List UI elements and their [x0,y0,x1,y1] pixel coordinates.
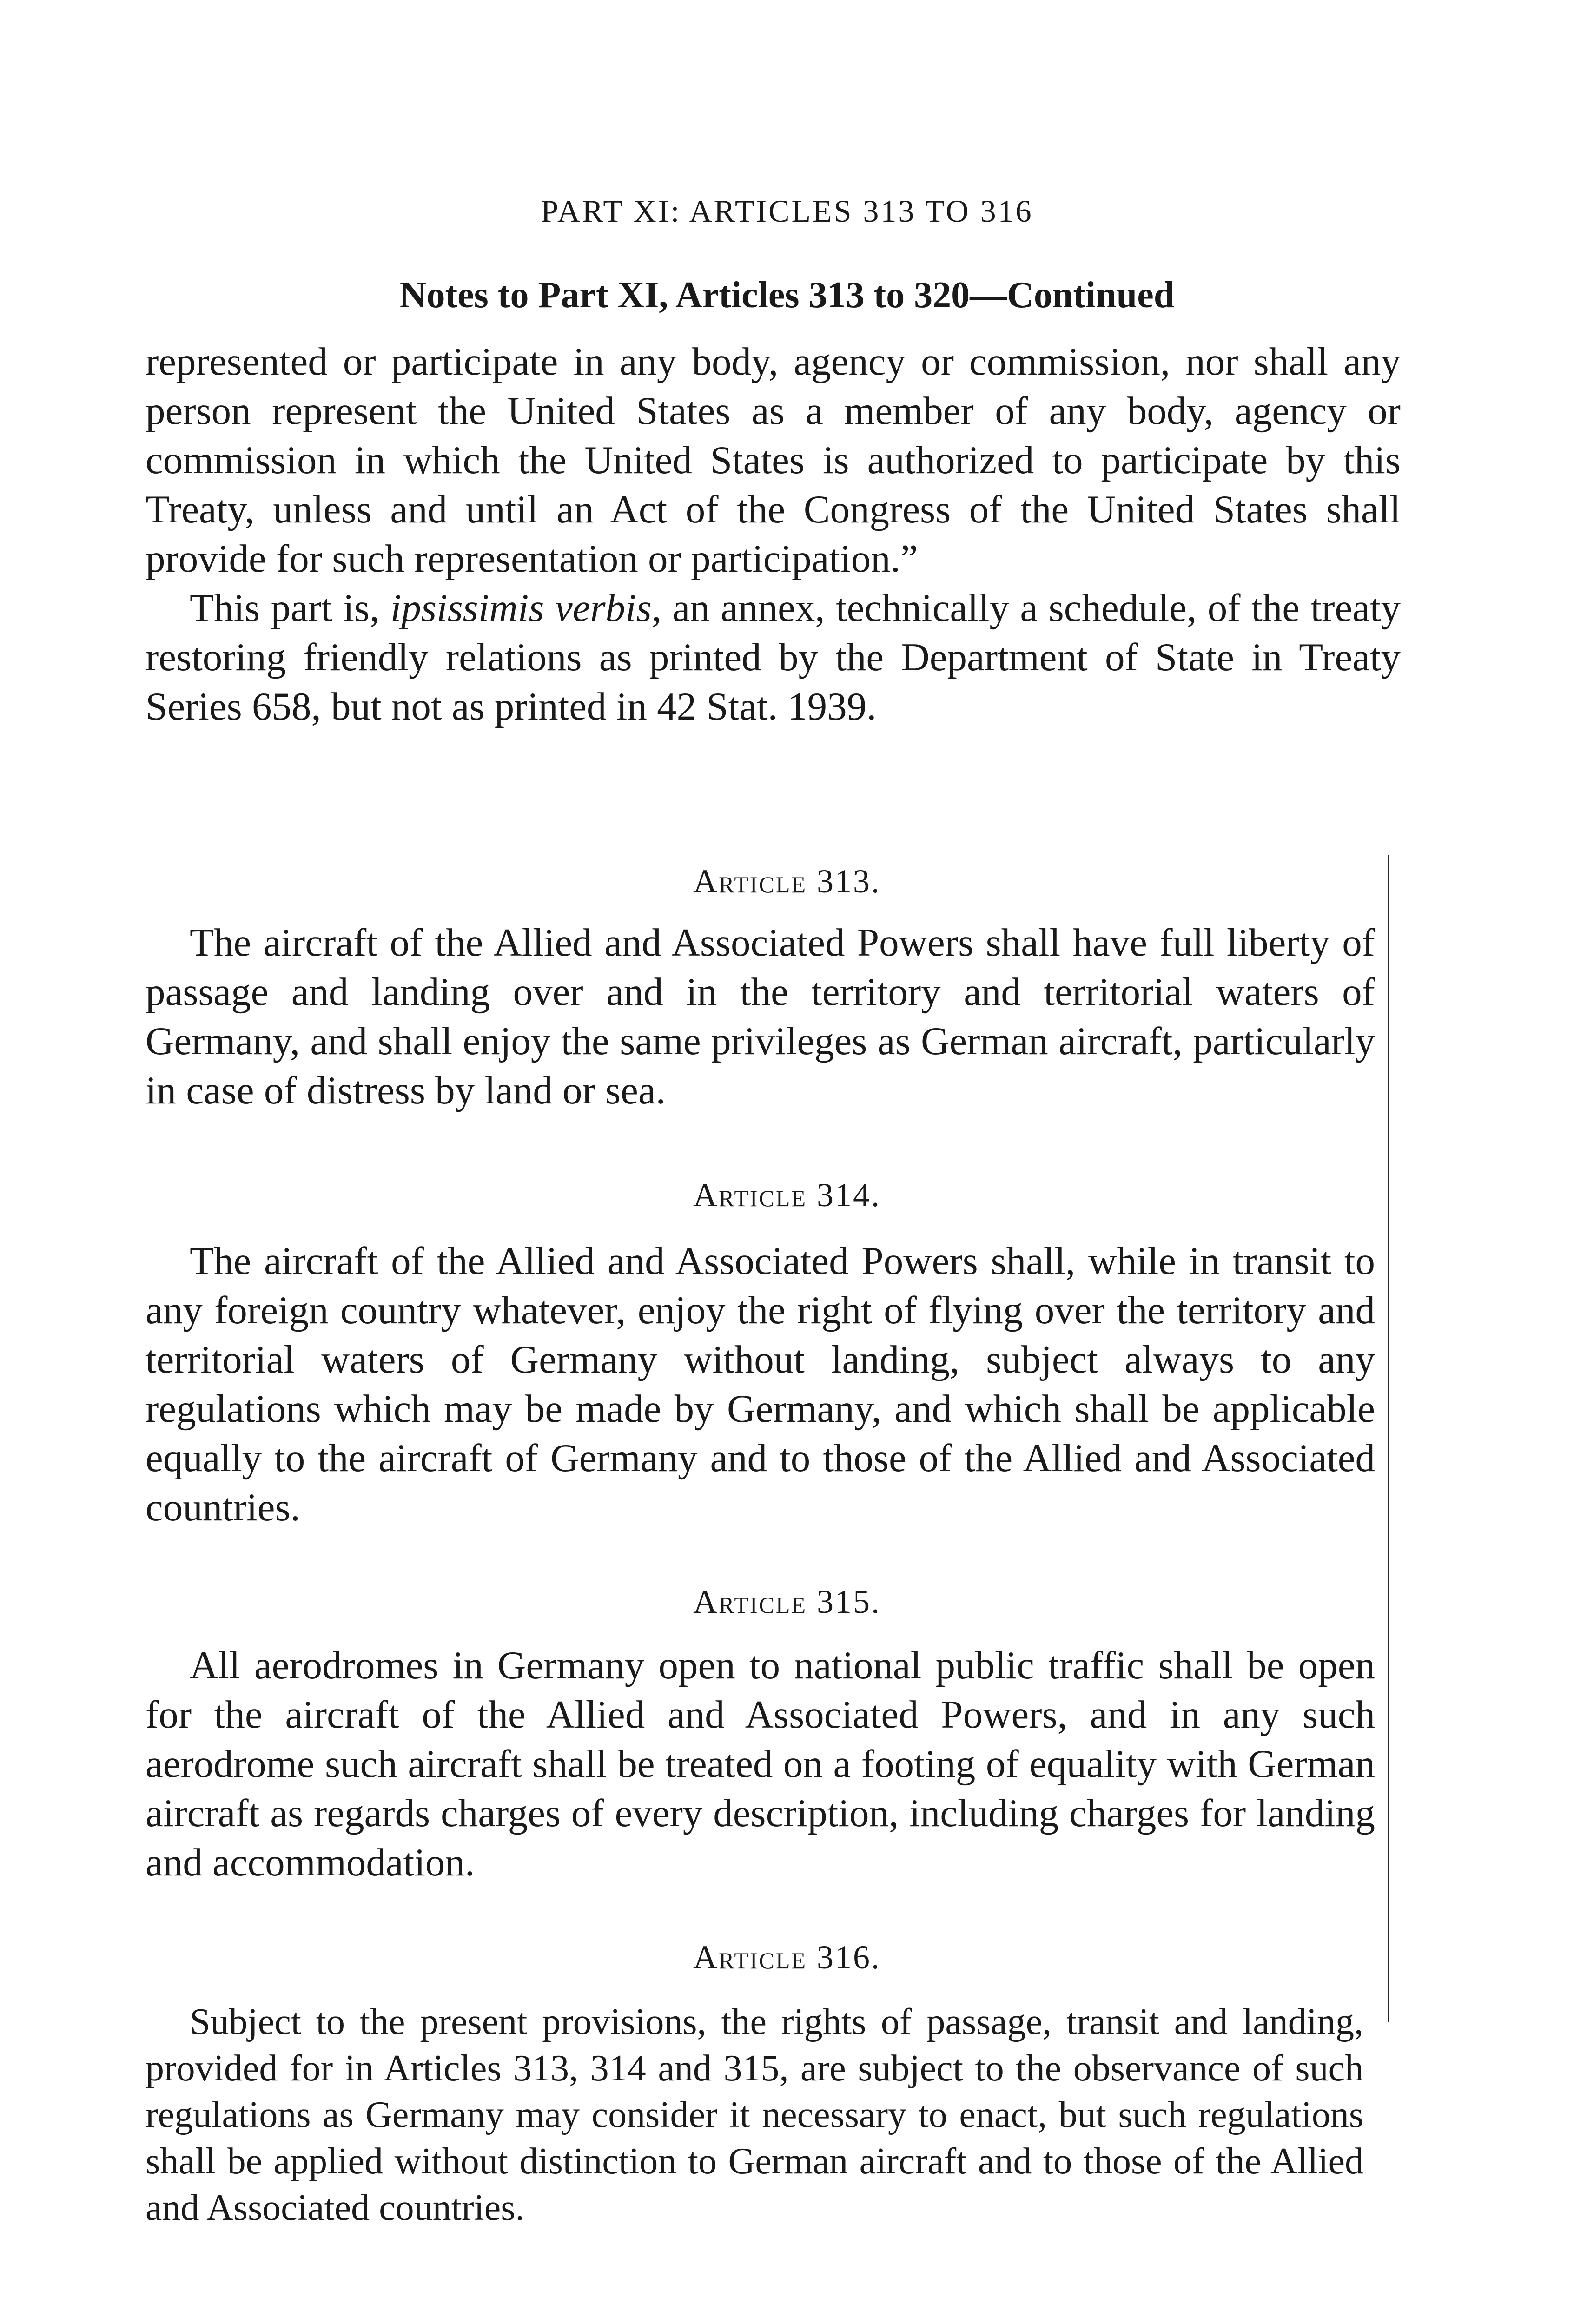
article-316-text: Subject to the present provisions, the rights of passage, transit and landing, provided for in Articles 313, 314 and 315, are subject to the observance of such regulations as Germany may consider it necessary to enact, but such regulations shall be applied without distinction to German aircraft and to those of the Allied and Associated countries. [145,2001,1363,2228]
article-315-text: All aerodromes in Germany open to national public traffic shall be open for the aircraft of the Allied and Associated Powers, and in any such aerodrome such aircraft shall be treated on a footing of equality with German aircraft as regards charges of every description, including charges for landing and accommodation. [145,1644,1375,1884]
notes-heading: Notes to Part XI, Articles 313 to 320—Continued [399,275,1175,316]
article-315-heading: Article 315. [693,1583,881,1620]
margin-rule [1388,855,1389,2022]
notes-paragraph-1: represented or participate in any body, agency or commission, nor shall any person represent the United States as a member of any body, agency or commission in which the United States is authorized to participate by this Treaty, unless and until an Act of the Congress of the United States shall provide for such representation or participation.” [145,340,1401,581]
latin-phrase: ipsissimis verbis [390,586,652,630]
article-314-text: The aircraft of the Allied and Associated Powers shall, while in transit to any foreign country whatever, enjoy the right of flying over the territory and territorial waters of Germany without landing, subject always to any regulations which may be made by Germany, and which shall be applicable equally to the aircraft of Germany and to those of the Allied and Associated countries. [145,1239,1375,1529]
article-316-heading: Article 316. [693,1939,881,1976]
notes-body [145,337,1401,731]
article-314-heading: Article 314. [693,1176,881,1214]
notes-paragraph-2-start: This part is, [190,586,390,630]
article-313-heading: Article 313. [693,863,881,900]
notes-paragraph-2 [145,583,1401,731]
article-313-text: The aircraft of the Allied and Associated Powers shall have full liberty of passage and landing over and in the territory and territorial waters of Germany, and shall enjoy the same privileges as German aircraft, particularly in case of distress by land or sea. [145,921,1375,1112]
notes-paragraph-2-end: , an annex, technically a schedule, of the treaty restoring friendly relations as printed by the Department of State in Treaty Series 658, but not as printed in 42 Stat. 1939. [145,586,1401,728]
running-head: PART XI: ARTICLES 313 TO 316 [541,193,1033,229]
